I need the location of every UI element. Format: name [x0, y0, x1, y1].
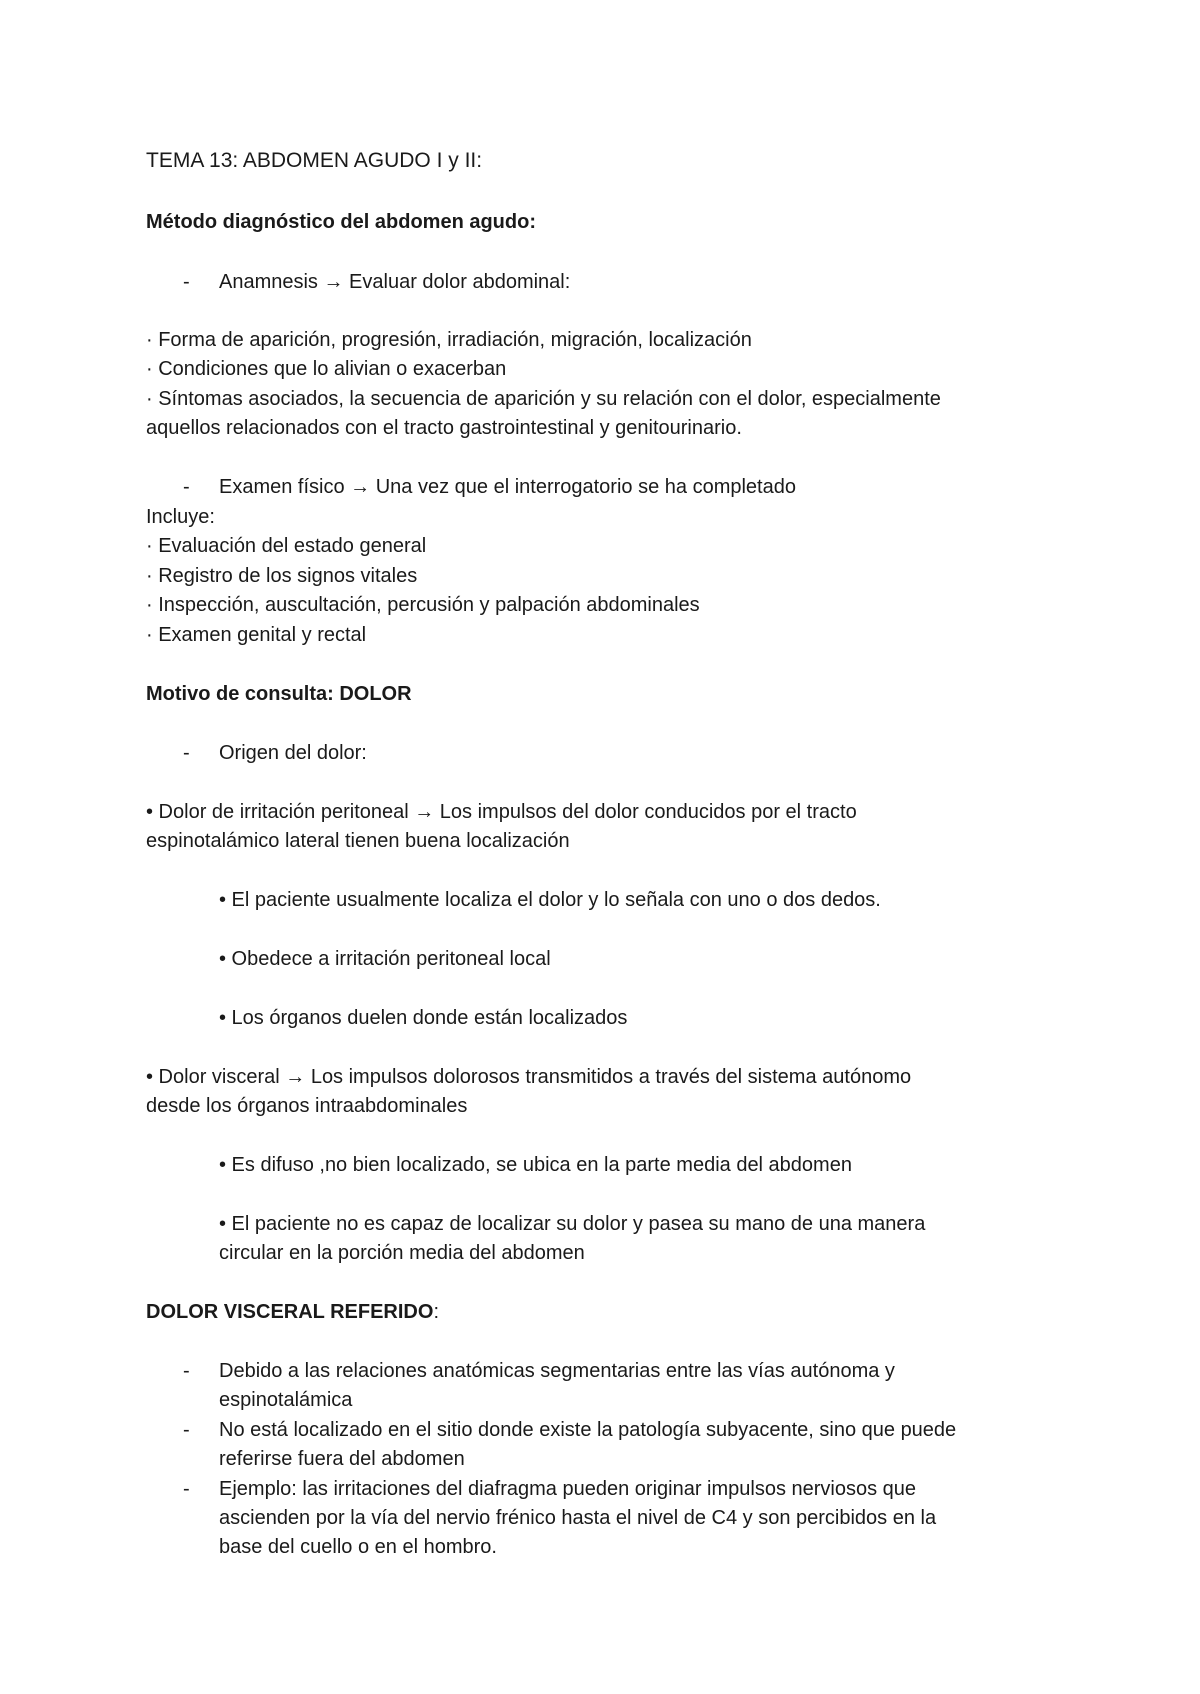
- section-heading-referido: [146, 1300, 439, 1324]
- list-dash: -: [183, 271, 190, 293]
- referido-item-continued: ascienden por la vía del nervio frénico hasta el nivel de C4 y son percibidos en la: [219, 1507, 937, 1529]
- anamnesis-point: · Síntomas asociados, la secuencia de aparición y su relación con el dolor, especialmente: [146, 388, 941, 410]
- visceral-pain-line: desde los órganos intraabdominales: [146, 1095, 468, 1117]
- peritoneal-pain-line: espinotalámico lateral tienen buena localización: [146, 830, 570, 852]
- anamnesis-point: · Condiciones que lo alivian o exacerban: [146, 358, 507, 380]
- examen-point: · Evaluación del estado general: [146, 535, 427, 557]
- visceral-sub-point: • El paciente no es capaz de localizar su dolor y pasea su mano de una manera: [219, 1213, 926, 1235]
- list-item-origen: Origen del dolor:: [219, 742, 367, 764]
- examen-point: · Registro de los signos vitales: [146, 565, 418, 587]
- visceral-sub-point-continued: circular en la porción media del abdomen: [219, 1242, 585, 1264]
- list-dash: -: [183, 1360, 190, 1382]
- referido-item-continued: espinotalámica: [219, 1389, 353, 1411]
- peritoneal-sub-point: • El paciente usualmente localiza el dolor y lo señala con uno o dos dedos.: [219, 889, 881, 911]
- peritoneal-pain-line: • Dolor de irritación peritoneal → Los impulsos del dolor conducidos por el tracto: [146, 801, 857, 823]
- examen-point: · Examen genital y rectal: [146, 624, 367, 646]
- peritoneal-sub-point: • Los órganos duelen donde están localizados: [219, 1007, 628, 1029]
- examen-point: · Inspección, auscultación, percusión y palpación abdominales: [146, 594, 700, 616]
- list-dash: -: [183, 1419, 190, 1441]
- referido-item: No está localizado en el sitio donde existe la patología subyacente, sino que puede: [219, 1419, 957, 1441]
- list-item-anamnesis: Anamnesis → Evaluar dolor abdominal:: [219, 271, 571, 293]
- referido-item: Ejemplo: las irritaciones del diafragma pueden originar impulsos nerviosos que: [219, 1478, 917, 1500]
- peritoneal-sub-point: • Obedece a irritación peritoneal local: [219, 948, 551, 970]
- list-dash: -: [183, 476, 190, 498]
- referido-item-continued: referirse fuera del abdomen: [219, 1448, 465, 1470]
- examen-intro: Incluye:: [146, 506, 215, 528]
- section-heading-motivo: Motivo de consulta: DOLOR: [146, 683, 412, 705]
- visceral-pain-line: • Dolor visceral → Los impulsos dolorosos transmitidos a través del sistema autónomo: [146, 1066, 912, 1088]
- list-dash: -: [183, 1478, 190, 1500]
- section-heading-metodo: Método diagnóstico del abdomen agudo:: [146, 211, 536, 233]
- list-dash: -: [183, 742, 190, 764]
- referido-item: Debido a las relaciones anatómicas segmentarias entre las vías autónoma y: [219, 1360, 895, 1382]
- anamnesis-point: · Forma de aparición, progresión, irradiación, migración, localización: [146, 329, 752, 351]
- anamnesis-point-continued: aquellos relacionados con el tracto gastrointestinal y genitourinario.: [146, 417, 742, 439]
- visceral-sub-point: • Es difuso ,no bien localizado, se ubica en la parte media del abdomen: [219, 1154, 852, 1176]
- referido-item-continued: base del cuello o en el hombro.: [219, 1536, 497, 1558]
- page-title: TEMA 13: ABDOMEN AGUDO I y II:: [146, 149, 483, 172]
- section-heading-referido-text: DOLOR VISCERAL REFERIDO: [146, 1301, 434, 1323]
- section-heading-referido-colon: :: [433, 1301, 439, 1323]
- list-item-examen-fisico: Examen físico → Una vez que el interrogatorio se ha completado: [219, 476, 796, 498]
